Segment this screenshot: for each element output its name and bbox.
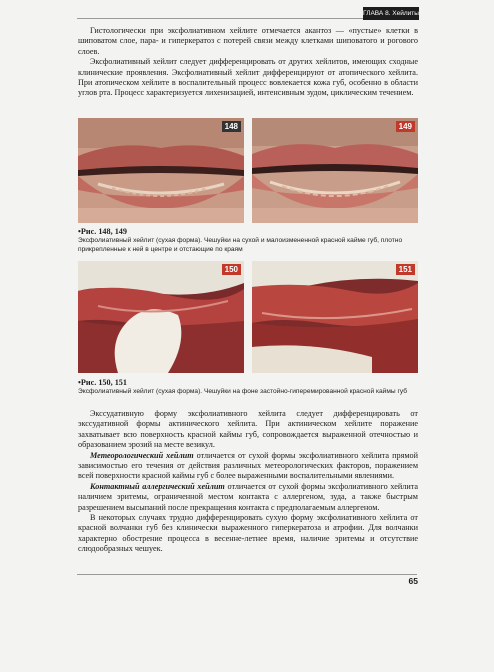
text-meteorological: отличается от сухой формы эксфолиативного хейлита прямой зависимостью его течения от действия различных метеорологических факторов, поражением всей поверхности красной каймы губ с более выраженными воспалительными явлениями. [78,450,418,481]
paragraph-contact-allergic [78,482,418,513]
photo-fig-151 [252,261,418,373]
term-meteorological: Метеорологический хейлит [90,450,194,460]
paragraph-meteorological [78,451,418,482]
paragraph-lupus: В некоторых случаях трудно дифференцировать сухую форму эксфолиативного хейлита от красной волчанки губ без клинически выраженного гиперкератоза и атрофии. Для волчанки характерно обострение процесса в весенне-летнее время, наличие эритемы и отсутствие слюдообразных чешуек. [78,513,418,554]
photo-fig-150 [78,261,244,373]
paragraph-exudative: Экссудативную форму эксфолиативного хейлита следует дифференцировать от экссудативной формы актинического хейлита. При актиническом хейлите поражение захватывает всю поверхность красной каймы губ, сопровождается выраженной отечностью и образованием эрозий на месте везикул. [78,409,418,450]
caption-label-148-149: •Рис. 148, 149 [78,227,127,236]
figure-number-151: 151 [396,264,415,275]
caption-fig-150-151 [78,378,418,397]
bottom-text-block [78,409,418,555]
caption-fig-148-149 [78,227,418,254]
figure-number-148: 148 [222,121,241,132]
term-contact-allergic: Контактный аллергический хейлит [90,481,225,491]
caption-label-150-151: •Рис. 150, 151 [78,378,127,387]
photo-fig-149 [252,118,418,223]
figure-number-149: 149 [396,121,415,132]
text-contact-allergic: отличается от сухой формы эксфолиативного хейлита наличием эритемы, ограниченной местом контакта с аллергеном, зуда, а также быстрым разрешением высыпаний после прекращения контакта с предполагаемым аллергеном. [78,481,419,512]
footer-rule [77,574,417,575]
paragraph-differential-atopic: Эксфолиативный хейлит следует дифференцировать от других хейлитов, имеющих сходные клинические проявления. Эксфолиативный хейлит дифференцируют от атопического хейлита. При атопическом хейлите в воспалительный процесс вовлекается кожа губ, особенно в области углов рта. Процесс характеризуется лихенизацией, интенсивным зудом, циклическим течением. [78,57,418,98]
photo-fig-148 [78,118,244,223]
chapter-header: ГЛАВА 8. Хейлиты [363,7,419,20]
caption-text-150-151: Эксфолиативный хейлит (сухая форма). Чешуйки на фоне застойно-гиперемированной красной каймы губ [78,388,407,395]
page-number: 65 [408,576,418,586]
caption-text-148-149: Эксфолиативный хейлит (сухая форма). Чешуйки на сухой и малоизмененной красной кайме губ, плотно прикрепленные к ней в центре и отстающие по краям [78,237,403,253]
figure-number-150: 150 [222,264,241,275]
top-text-block [78,26,418,99]
paragraph-histology: Гистологически при эксфолиативном хейлите отмечается акантоз — «пустые» клетки в шиповатом слое, пара- и гиперкератоз с потерей связи между клетками шиповатого и рогового слоев. [78,26,418,56]
